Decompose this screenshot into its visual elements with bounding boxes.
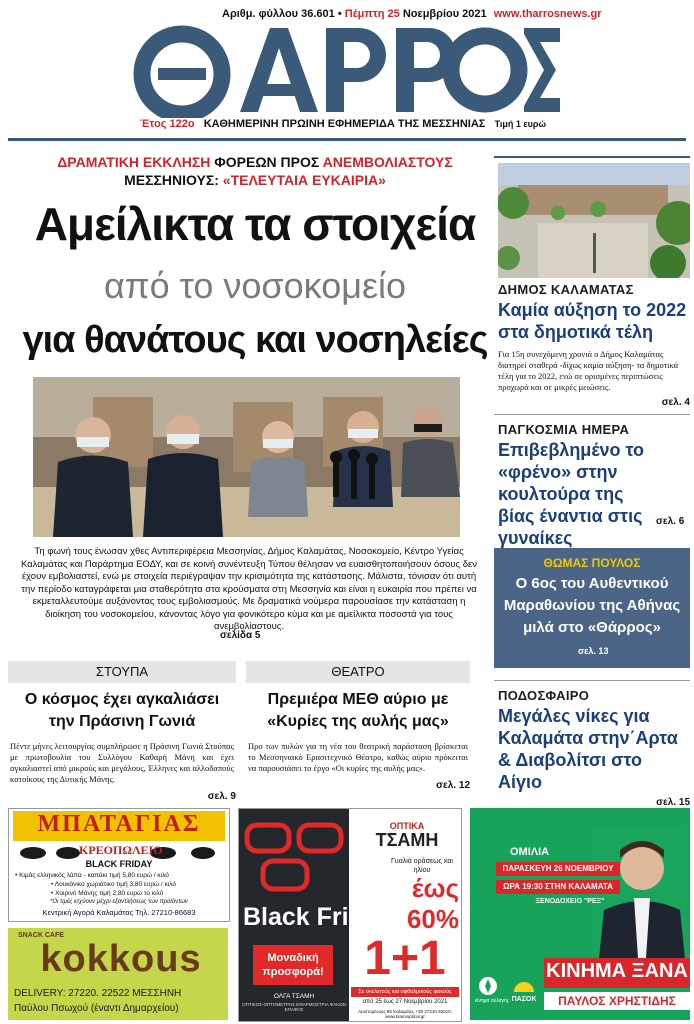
butcher-promo: BLACK FRIDAY [85,859,153,869]
party-name: ΠΑΣΟΚ [511,996,537,1003]
city-square-photo [498,163,690,278]
sun-logo-icon [512,974,536,994]
columnist-page-ref: σελ. 13 [578,646,609,656]
columnist-headline: Ο 6ος του Αυθεντικού Μαραθωνίου της Αθήνας μιλά στο «Θάρρος» [503,575,681,636]
alliance-label: κίνημα αλλαγής [474,998,510,1004]
year: Έτος 122ο [140,118,195,130]
optics-offer: Μοναδική προσφορά! [253,945,333,985]
article-label: ΠΑΓΚΟΣΜΙΑ ΗΜΕΡΑ [498,422,630,437]
press-conference-photo [33,377,460,537]
speech-date: ΠΑΡΑΣΚΕΥΗ 26 ΝΟΕΜΒΡΙΟΥ [496,862,620,876]
tagline-row [140,118,694,130]
main-kicker: ΔΡΑΜΑΤΙΚΗ ΕΚΚΛΗΣΗ ΦΟΡΕΩΝ ΠΡΟΣ ΑΝΕΜΒΟΛΙΑΣΤΟΥΣ ΜΕΣΣΗΝΙΟΥΣ: «ΤΕΛΕΥΤΑΙΑ ΕΥΚΑΙΡΙΑ» [57,154,453,188]
main-headline-3[interactable]: για θανάτους και νοσηλείες [22,319,488,361]
columnist-box[interactable] [494,548,690,668]
right-article-3 [498,688,690,808]
section-label: ΣΤΟΥΠΑ [8,661,236,683]
issue-date: Πέμπτη 25 [344,8,400,20]
article-label: ΠΟΔΟΣΦΑΙΡΟ [498,688,590,703]
optics-brand: ΟΠΤΙΚΑ [389,821,425,831]
site-url[interactable]: www.tharrosnews.gr [493,8,602,20]
optics-dates: από 25 έως 27 Νοεμβρίου 2021 [362,999,448,1005]
article-label: ΔΗΜΟΣ ΚΑΛΑΜΑΤΑΣ [498,282,634,297]
article-page-ref[interactable]: σελ. 12 [436,780,470,791]
tagline: ΚΑΘΗΜΕΡΙΝΗ ΠΡΩΙΝΗ ΕΦΗΜΕΡΙΔΑ ΤΗΣ ΜΕΣΣΗΝΙΑΣ [203,118,486,130]
optics-ad[interactable] [238,808,462,1022]
butcher-address: Κεντρική Αγορά Καλαμάτας Τηλ. 27210-86683 [42,908,196,917]
optics-owner-sub: ΟΠΤΙΚΟΣ-ΟΠΤΟΜΕΤΡΗΣ ΕΦΑΡΜΟΣΤΡΙΑ ΦΑΚΩΝ ΕΠΑΦΗΣ [242,1002,346,1012]
article-body: Για 15η συνεχόμενη χρονιά ο Δήμος Καλαμάτας διατηρεί σταθερά -δίχως καμία αύξηση- τα δημοτικά τέλη για το 2022, ενώ σε ορισμένες περιπτώσεις προχωρά και σε μικρές μειώσεις. [498,349,679,392]
article-title[interactable]: Ο κόσμος έχει αγκαλιάσει την Πράσινη Γωνιά [24,691,220,730]
glasses-icon [243,815,347,897]
butcher-ad[interactable] [8,808,230,922]
speech-label: ΟΜΙΛΙΑ [510,846,550,858]
divider [494,414,690,415]
right-column-rule [494,156,690,158]
optics-contact: Αριστομένους 85 Καλαμάτα, +30 27210 92010, www.tsamioptical.gr [358,1009,452,1019]
right-article-1 [498,282,690,408]
article-page-ref[interactable]: σελ. 4 [661,397,690,408]
main-headline-2[interactable]: από το νοσοκομείο [103,265,407,306]
slogan: ΚΙΝΗΜΑ ΞΑΝΑ [546,960,688,982]
article-title[interactable]: Μεγάλες νίκες για Καλαμάτα στην΄Αρτα & Διαβολίτσι στο Αίγιο [498,706,678,792]
masthead-rule [8,138,686,141]
cafe-phone: DELIVERY: 27220. 22522 ΜΕΣΣΗΝΗ [14,988,182,999]
issue-number: Αριθμ. φύλλου 36.601 • [222,8,342,20]
optics-discount: έως 60% [406,873,459,934]
article-page-ref[interactable]: σελ. 6 [656,516,685,527]
article-title[interactable]: Πρεμιέρα ΜΕΘ αύριο με «Κυρίες της αυλής μας» [267,691,449,730]
article-body: Προ των πυλών για τη νέα του θεατρική παράσταση βρίσκεται το Μεσσηνιακό Ερασιτεχνικό Θέατρο, καθώς αύριο πρόκειται να παρουσιάσει το έργο «Οι κυρίες της αυλής μας». [248,741,468,773]
speech-time: ΩΡΑ 19:30 ΣΤΗΝ ΚΑΛΑΜΑΤΑ [496,880,620,894]
optics-1plus1: 1+1 [364,932,446,985]
article-body: Πέντε μήνες λειτουργίας συμπλήρωσε η Πράσινη Γωνιά Στούπας με πρωτοβουλία του Συλλόγου Καθαρή Μάνη και έχει αγκαλιαστεί από μικρούς και μεγάλους, Έλληνες και αλλοδαπούς κατοίκους της Δυτικής Μάνης. [10,741,234,784]
cafe-ad[interactable] [8,928,228,1020]
party-logo-icon [478,976,498,996]
price: Τιμή 1 ευρώ [494,119,547,129]
article-page-ref[interactable]: σελ. 15 [656,797,690,808]
butcher-prices: • Κιμάς ελληνικός λάπα - καπάκι τιμή 5,80 ευρώ / κιλό • Λουκάνικο χωριάτικο τιμή 3,80 ευρώ / κιλό • Χοιρινό Μάνης τιμή 2,80 ευρώ το κιλό [15,872,177,897]
butcher-note: *Οι τιμές ισχύουν μέχρι εξαντλήσεως των προϊόντων [50,899,188,905]
cafe-name: kokkous [40,938,202,980]
newspaper-logo [130,8,560,118]
butcher-name: ΜΠΑΤΑΓΙΑΣ [37,811,201,837]
main-headline-1[interactable]: Αμείλικτα τα στοιχεία [34,198,476,250]
butcher-subtitle: ΚΡΕΟΠΩΛΕΙΟ [79,843,163,857]
article-page-ref[interactable]: σελ. 9 [207,791,236,802]
stoupa-article [8,661,236,802]
main-lede: Τη φωνή τους ένωσαν χθες Αντιπεριφέρεια Μεσσηνίας, Δήμος Καλαμάτας, Νοσοκομείο, Κέντρο Υγείας Καλαμάτας και Παράρτημα ΕΟΔΥ, και σε κοινή συνέντευξη Τύπου θέλησαν να ευαισθητοποιήσουν όσους δεν έχουν εμβολιαστεί, ενώ με στοιχεία περιέγραψαν την κρισιμότητα της κατάστασης. Μάλιστα, τόνισαν ότι αυτή την περίοδο καταγράφεται μια σταθερότητα στα κρούσματα στη Μεσσηνία και είναι η ευκαιρία που πρέπει να εκμεταλλευτούμε αυξάνοντας τους εμβολιασμούς. Με δραματικά νούμερα παρουσίασε την κατάσταση η διοίκηση του νοσοκομείου, κάνοντας λόγο για φονικότερο κύμα και με αμείλικτα ποσοστά για τους ανεμβολίαστους. [20,546,478,632]
main-page-ref[interactable]: σελίδα 5 [220,630,261,641]
theatre-article [246,661,470,791]
article-title[interactable]: Επιβεβλημένο το «φρένο» στην κουλτούρα της βίας έναντια στις γυναίκες [498,440,644,548]
columnist-name: ΘΩΜΑΣ ΠΟΥΛΟΣ [543,556,641,570]
optics-promo: Γυαλιά οράσεως και ηλίου [391,858,453,874]
section-label: ΘΕΑΤΡΟ [246,661,470,683]
optics-name: ΤΣΑΜΗ [375,830,439,850]
optics-small: Σε σκελετούς και οφθαλμικούς φακούς [351,987,459,997]
black-friday-title: Black Friday [243,903,392,931]
right-article-2 [498,422,690,549]
divider [494,680,690,681]
issue-month-year: Νοεμβρίου 2021 [402,8,487,20]
candidate-name: ΠΑΥΛΟΣ ΧΡΗΣΤΙΔΗΣ [544,992,690,1010]
cafe-tag: SNACK CAFE [18,932,64,939]
cafe-address: Παύλου Πσωχού (έναντι Δημαρχείου) [14,1003,179,1014]
speech-venue: ΞΕΝΟΔΟΧΕΙΟ "ΡΕΞ" [535,898,605,905]
article-title[interactable]: Καμία αύξηση το 2022 στα δημοτικά τέλη [498,300,687,342]
political-ad[interactable] [470,808,690,1020]
optics-owner: ΟΛΓΑ ΤΣΑΜΗ [273,993,315,1000]
